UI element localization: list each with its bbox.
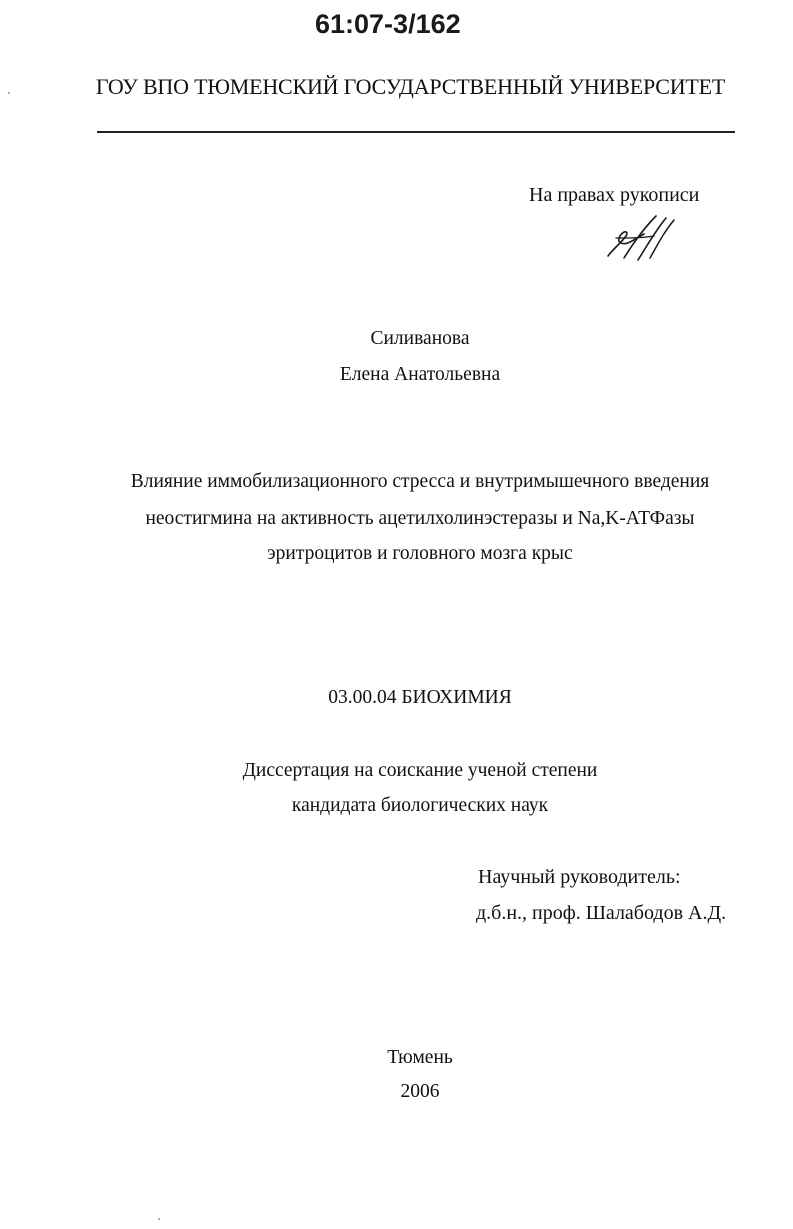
manuscript-rights-note: На правах рукописи — [529, 184, 700, 206]
dissertation-title-line-1: Влияние иммобилизационного стресса и внутримышечного введения — [130, 471, 710, 492]
degree-line-2: кандидата биологических наук — [291, 795, 549, 816]
dissertation-title-line-3: эритроцитов и головного мозга крыс — [267, 543, 573, 564]
dissertation-title-line-2: неостигмина на активность ацетилхолинэстеразы и Na,K-АТФазы — [145, 508, 695, 529]
city: Тюмень — [387, 1047, 453, 1068]
supervisor-label: Научный руководитель: — [478, 866, 681, 888]
degree-line-1: Диссертация на соискание ученой степени — [242, 760, 598, 781]
scan-speck — [158, 1218, 160, 1220]
scan-speck — [8, 92, 10, 94]
year: 2006 — [400, 1081, 440, 1102]
archive-stamp-code: 61:07-3/162 — [315, 9, 461, 39]
author-surname: Силиванова — [370, 328, 470, 349]
specialty-code: 03.00.04 БИОХИМИЯ — [328, 687, 512, 708]
university-header: ГОУ ВПО ТЮМЕНСКИЙ ГОСУДАРСТВЕННЫЙ УНИВЕРСИТЕТ — [95, 74, 726, 99]
author-given-name: Елена Анатольевна — [339, 364, 501, 385]
handwritten-signature — [604, 212, 676, 262]
supervisor-name: д.б.н., проф. Шалабодов А.Д. — [476, 902, 727, 924]
header-divider — [97, 131, 735, 133]
